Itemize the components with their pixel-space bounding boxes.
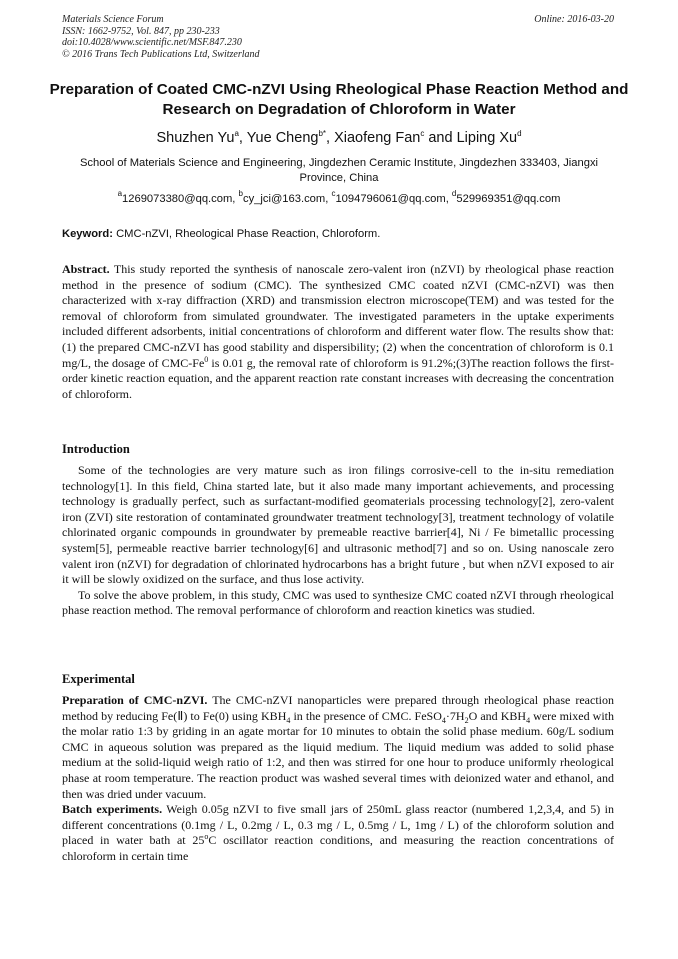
email-separator: ,: [445, 193, 452, 205]
abstract-text: This study reported the synthesis of nanoscale zero-valent iron (nZVI) by rheological phase reaction method in the presence of sodium (CMC). The synthesized CMC coated nZVI (CMC-nZVI) was then characterized with x-ray diffraction (XRD) and transmission electron microscope(TEM) and was tested for the removal of chloroform from simulated groundwater. The investigated parameters in the uptake experiments included different adsorbents, initial concentrations of chloroform and different water flow. The results show that:(1) the prepared CMC-nZVI has good stability and dispersibility; (2) when the concentration of chloroform is 0.1 mg/L, the dosage of CMC-Fe: [62, 262, 614, 370]
journal-header: [62, 14, 260, 60]
subscript: 4: [441, 715, 446, 725]
abstract-label: Abstract.: [62, 262, 110, 276]
keyword-label: Keyword:: [62, 228, 113, 240]
author-separator: ,: [326, 130, 335, 146]
paper-title: Preparation of Coated CMC-nZVI Using Rheological Phase Reaction Method and Research on Degradation of Chloroform in Water: [49, 81, 629, 118]
subscript: 4: [286, 715, 291, 725]
preparation-paragraph: [62, 693, 614, 802]
online-date: Online: 2016-03-20: [534, 14, 614, 25]
preparation-text: O and KBH: [468, 708, 527, 723]
superscript: 0: [204, 354, 209, 364]
author-mark: a: [234, 129, 239, 138]
author-name: Xiaofeng Fan: [334, 130, 421, 146]
author-separator: and: [424, 130, 457, 146]
subscript: 2: [464, 715, 469, 725]
email-address: 1094796061@qq.com: [335, 193, 446, 205]
email-address: cy_jci@163.com: [242, 193, 326, 205]
email-mark: a: [117, 189, 123, 198]
issn-line: ISSN: 1662-9752, Vol. 847, pp 230-233: [62, 25, 220, 37]
abstract-section: [62, 262, 614, 402]
email-mark: d: [451, 189, 457, 198]
author-mark: d: [517, 129, 522, 138]
author-list: [40, 129, 638, 147]
batch-paragraph: [62, 802, 614, 864]
superscript: o: [204, 832, 209, 842]
introduction-heading: Introduction: [62, 442, 130, 456]
email-separator: ,: [325, 193, 332, 205]
email-separator: ,: [232, 193, 239, 205]
introduction-section: [62, 463, 614, 619]
preparation-text: were mixed with the molar ratio 1:3 by griding in an agate mortar for 10 minutes to obtain the solid phase medium. 60g/L sodium CMC in aqueous solution was prepared as the liquid medium. The liquid medium was added to solid phase medium at the solid-liquid weigh ratio of 1:2, and then was stirred for one hour to produce uniformly rheological phase at room temperature. The reaction product was washed several times with deionized water and ethanol, and then was dried under vacuum.: [62, 708, 614, 801]
keyword-text: CMC-nZVI, Rheological Phase Reaction, Chloroform.: [112, 228, 381, 240]
email-list: [40, 189, 638, 207]
experimental-section: [62, 693, 614, 865]
intro-paragraph-1: Some of the technologies are very mature such as iron filings corrosive-cell to the in-situ remediation technology[1]. In this field, China started late, but it also made many important achievements, and processing technology is gradually perfect, such as surfactant-modified geomaterials processing technology[2], zero-valent iron (ZVI) site restoration of contaminated groundwater treatment technology[3], treatment technology of volatile chlorinated organic compounds in groundwater by premeable reactive barrier[4], Ni / Fe bimetallic processing system[5], permeable reactive barrier technology[6] and ultrasonic method[7] and so on. Using nanoscale zero valent iron (nZVI) for degradation of chlorinated hydrocarbons has a bright future , but when nZVI exposed to air it will be slowly oxidized on the surface, and thus lose activity.: [62, 463, 614, 587]
email-address: 529969351@qq.com: [456, 193, 561, 205]
batch-text: C oscillator reaction conditions, and measuring the reaction concentrations of chloroform in certain time: [62, 833, 614, 863]
copyright-line: © 2016 Trans Tech Publications Ltd, Switzerland: [62, 48, 260, 60]
author-name: Liping Xu: [456, 130, 518, 146]
preparation-text: in the presence of CMC. FeSO: [290, 708, 442, 723]
email-address: 1269073380@qq.com: [122, 193, 233, 205]
journal-name: Materials Science Forum: [62, 14, 164, 25]
author-name: Shuzhen Yu: [156, 130, 235, 146]
abstract-paragraph: [62, 262, 614, 402]
subscript: 4: [526, 715, 531, 725]
batch-label: Batch experiments.: [62, 802, 163, 817]
experimental-heading: Experimental: [62, 672, 135, 686]
author-mark: c: [420, 129, 425, 138]
preparation-text: ·7H: [445, 708, 465, 723]
author-separator: ,: [238, 130, 247, 146]
batch-text: Weigh 0.05g nZVI to five small jars of 250mL glass reactor (numbered 1,2,3,4, and 5) in different concentrations (0.1mg / L, 0.2mg / L, 0.3 mg / L, 0.5mg / L, 1mg / L) of the chloroform solution and placed in water bath at 25: [62, 802, 614, 848]
doi-line: doi:10.4028/www.scientific.net/MSF.847.230: [62, 37, 242, 48]
intro-paragraph-2: To solve the above problem, in this study, CMC was used to synthesize CMC coated nZVI through rheological phase reaction method. The removal performance of chloroform and reaction kinetics was studied.: [62, 587, 614, 618]
preparation-label: Preparation of CMC-nZVI.: [62, 693, 208, 707]
abstract-text: is 0.01 g, the removal rate of chloroform is 91.2%;(3)The reaction follows the first-order kinetic reaction equation, and the apparent reaction rate constant increases with decreasing the concentration of chloroform.: [62, 355, 614, 401]
author-name: Yue Cheng: [246, 130, 319, 146]
email-mark: b: [238, 189, 243, 198]
keywords: [62, 227, 622, 242]
email-mark: c: [331, 189, 336, 198]
preparation-text: The CMC-nZVI nanoparticles were prepared through rheological phase reaction method by reducing Fe(Ⅱ) to Fe(0) using KBH: [62, 693, 614, 723]
author-mark: b*: [318, 129, 327, 138]
affiliation: School of Materials Science and Engineering, Jingdezhen Ceramic Institute, Jingdezhen 333403, Jiangxi Province, China: [79, 157, 599, 184]
